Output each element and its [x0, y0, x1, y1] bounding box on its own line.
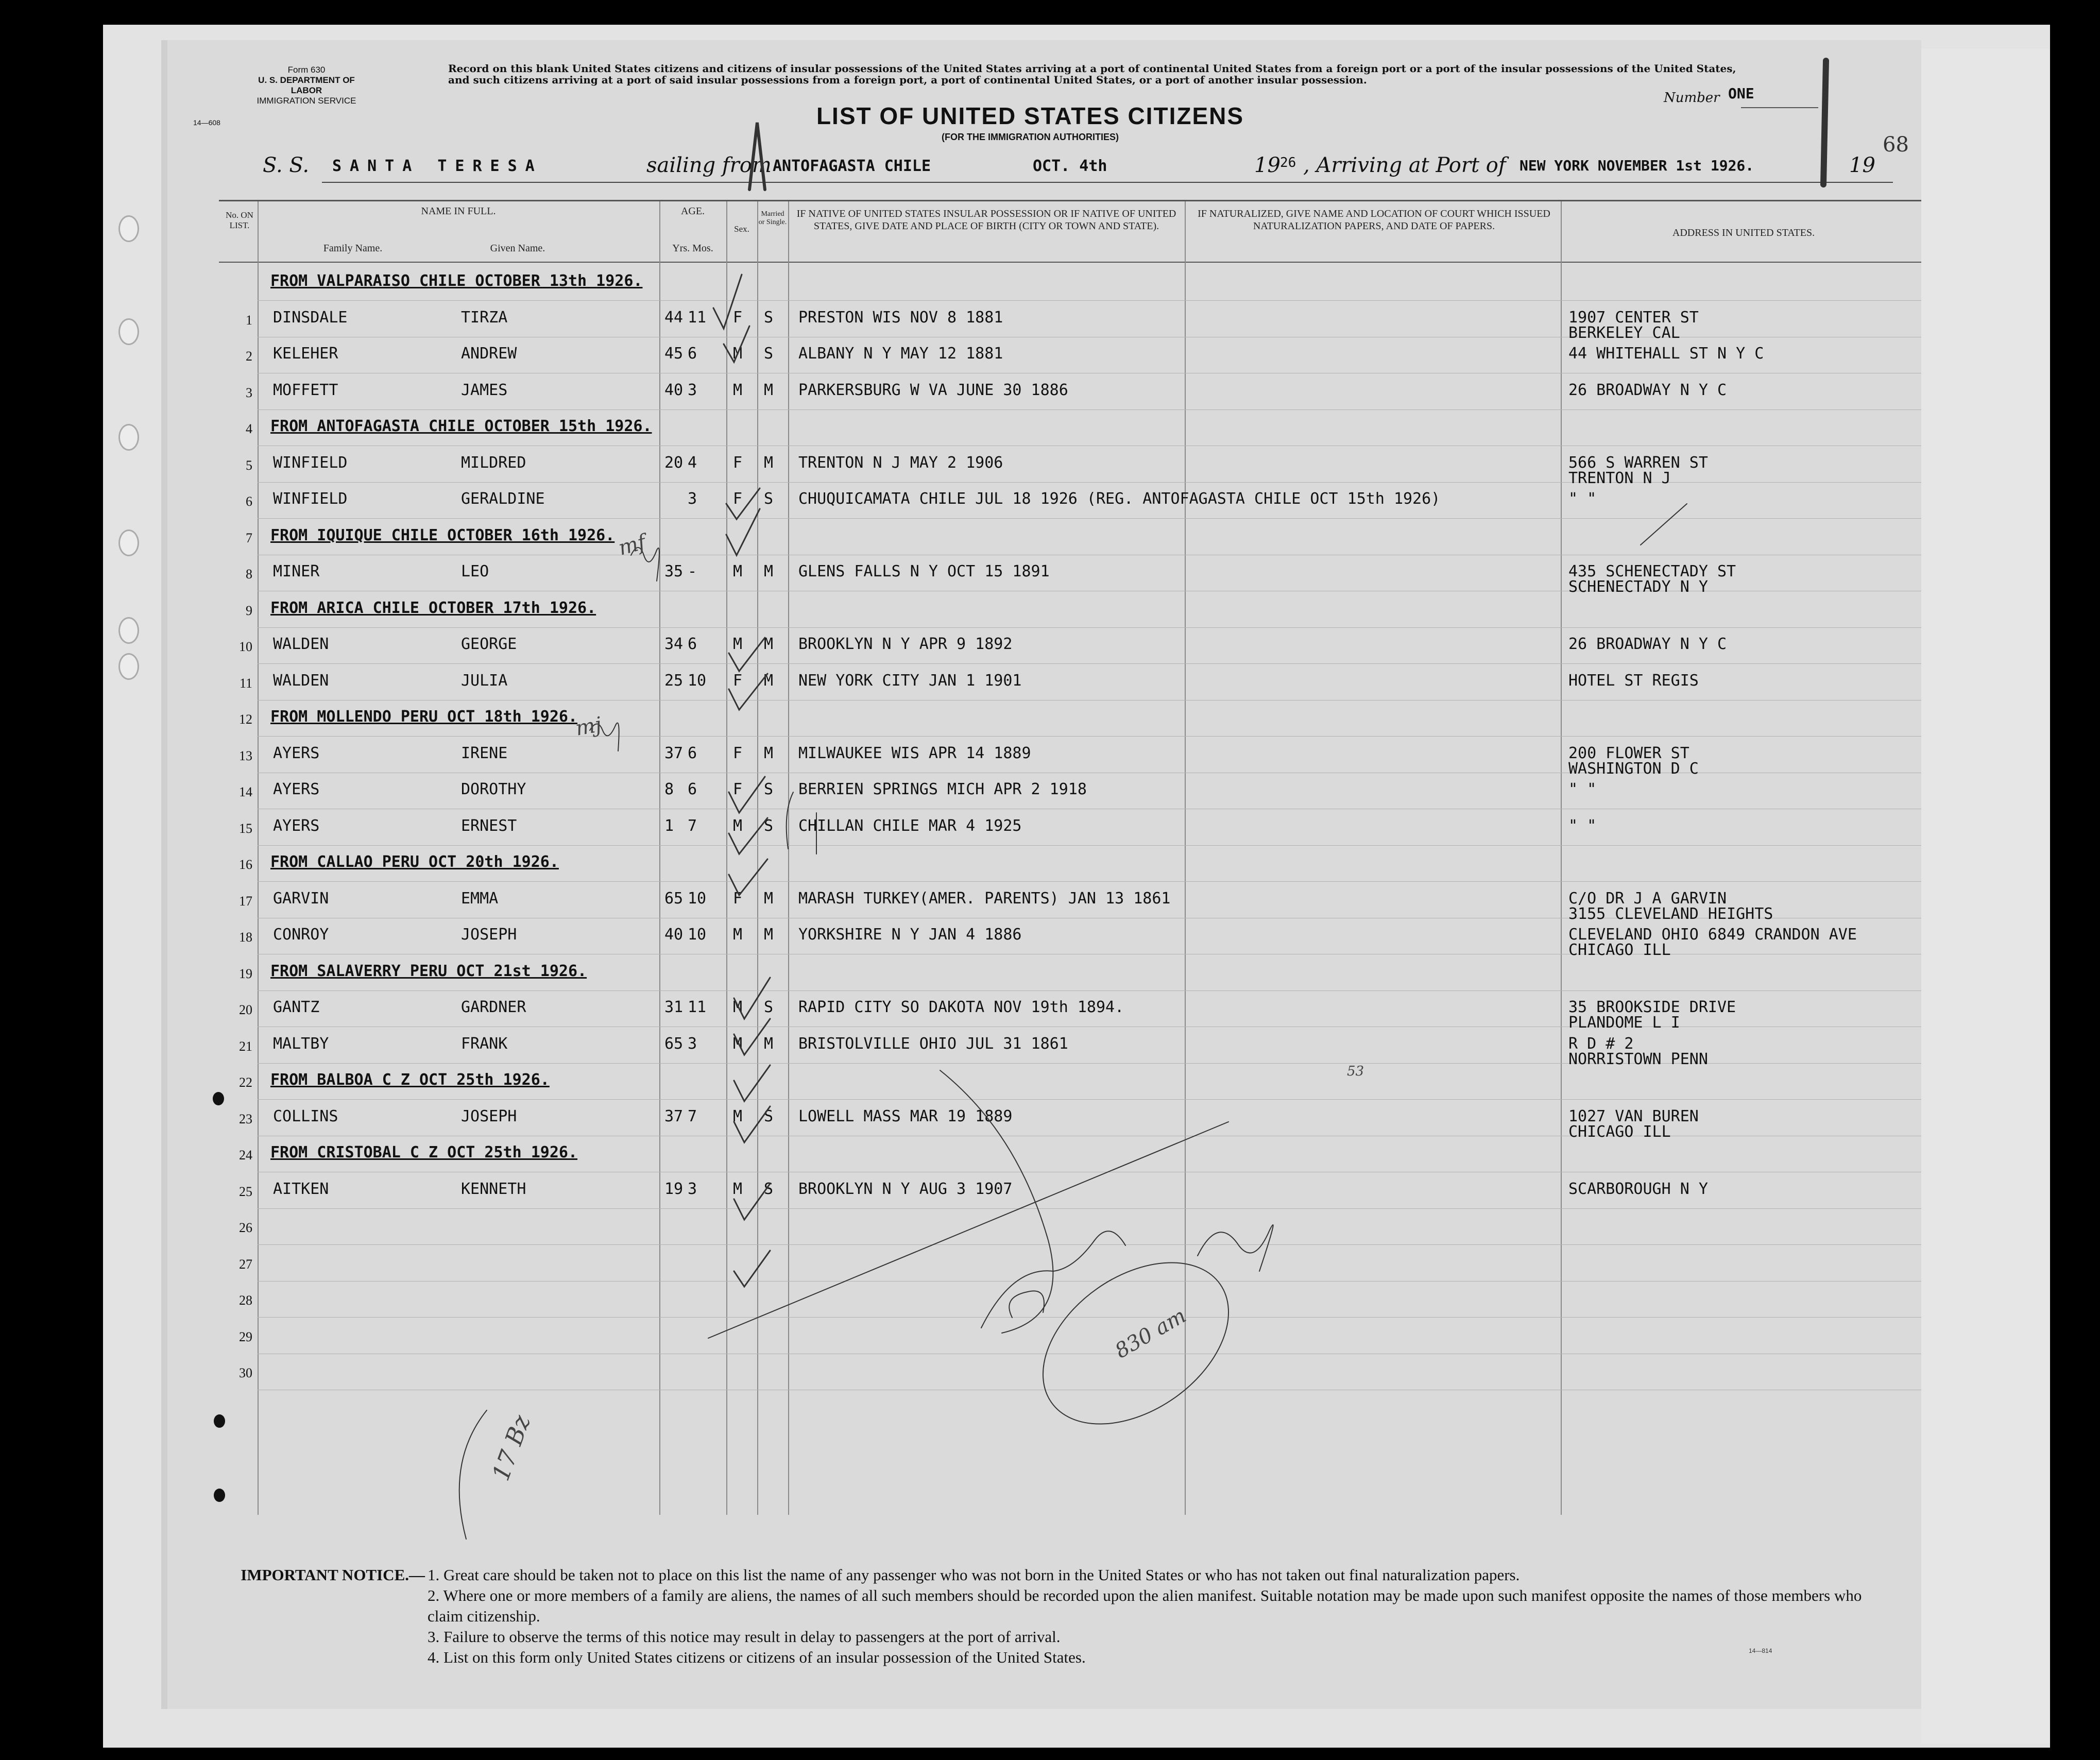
age-months: 10: [688, 671, 707, 690]
col-sex: Sex.: [734, 224, 749, 234]
age-years: 37: [664, 744, 684, 762]
birth-place-date: MILWAUKEE WIS APR 14 1889: [798, 744, 1031, 762]
address-line-1: CLEVELAND OHIO 6849 CRANDON AVE: [1568, 926, 1857, 944]
marital-status: S: [764, 490, 774, 508]
given-name: ERNEST: [461, 816, 517, 835]
given-name: FRANK: [461, 1034, 508, 1053]
sex: F: [733, 744, 743, 762]
family-name: DINSDALE: [273, 308, 348, 327]
birth-place-date: NEW YORK CITY JAN 1 1901: [798, 671, 1022, 690]
number-value: ONE: [1728, 85, 1754, 102]
family-name: WALDEN: [273, 635, 329, 653]
col-yrs-mos: Yrs. Mos.: [672, 243, 713, 254]
section-heading: FROM MOLLENDO PERU OCT 18th 1926.: [270, 708, 578, 726]
check-mark-icon: [726, 509, 760, 555]
notice-items: [428, 1565, 1870, 1668]
check-mark-icon: [734, 1184, 770, 1220]
manifest-sheet: [167, 40, 1921, 1709]
address-line-1: 435 SCHENECTADY ST: [1568, 562, 1736, 580]
birth-place-date: PARKERSBURG W VA JUNE 30 1886: [798, 381, 1068, 399]
family-name: GARVIN: [273, 889, 329, 908]
given-name: JOSEPH: [461, 1107, 517, 1125]
section-heading: FROM SALAVERRY PERU OCT 21st 1926.: [270, 962, 587, 980]
address-line-1: 1907 CENTER ST: [1568, 308, 1699, 327]
row-number: 17: [239, 893, 252, 909]
row-number: 27: [239, 1256, 252, 1272]
year-2: 19: [1849, 153, 1875, 177]
given-name: JULIA: [461, 671, 508, 690]
given-name: JOSEPH: [461, 926, 517, 944]
arriving-label: , Arriving at Port of: [1303, 153, 1506, 177]
marital-status: M: [764, 635, 774, 653]
col-married: Married or Single.: [758, 210, 787, 226]
given-name: EMMA: [461, 889, 499, 908]
row-number: 11: [239, 675, 252, 691]
col-naturalized: IF NATURALIZED, GIVE NAME AND LOCATION OF COURT WHICH ISSUED NATURALIZATION PAPERS, AND DATE OF PAPERS.: [1198, 208, 1550, 232]
binder-hole: [118, 215, 139, 242]
address-line-2: WASHINGTON D C: [1568, 759, 1699, 778]
address-line-2: CHICAGO ILL: [1568, 1122, 1671, 1141]
margin-note: 53: [1347, 1064, 1364, 1079]
age-months: -: [688, 562, 697, 580]
col-name: NAME IN FULL.: [421, 206, 496, 217]
family-name: MOFFETT: [273, 381, 338, 399]
sex: F: [733, 780, 743, 798]
given-name: GERALDINE: [461, 490, 545, 508]
age-years: 31: [664, 998, 684, 1016]
address-line-1: " ": [1568, 816, 1597, 835]
sailing-label: sailing from: [646, 153, 772, 177]
address-line-1: 44 WHITEHALL ST N Y C: [1568, 345, 1764, 363]
initials-2: mj: [573, 712, 604, 741]
marital-status: S: [764, 816, 774, 835]
given-name: GEORGE: [461, 635, 517, 653]
birth-place-date: MARASH TURKEY(AMER. PARENTS) JAN 13 1861: [798, 889, 1171, 908]
check-mark-icon: [729, 671, 767, 710]
marital-status: M: [764, 1034, 774, 1053]
year-prefix: 19: [1254, 153, 1281, 177]
marital-status: S: [764, 780, 774, 798]
row-number: 14: [239, 784, 252, 799]
time-note: 830 am: [1111, 1304, 1190, 1363]
marital-status: S: [764, 998, 774, 1016]
row-number: 22: [239, 1075, 252, 1090]
address-line-1: R D # 2: [1568, 1034, 1634, 1053]
arrival-port: NEW YORK NOVEMBER 1st 1926.: [1519, 157, 1754, 174]
footer-code: 14—814: [1749, 1647, 1772, 1654]
marital-status: M: [764, 926, 774, 944]
family-name: WINFIELD: [273, 453, 348, 472]
age-months: 3: [688, 1034, 697, 1053]
given-name: KENNETH: [461, 1180, 526, 1198]
marital-status: S: [764, 1107, 774, 1125]
address-line-1: " ": [1568, 780, 1597, 798]
row-number: 2: [246, 349, 252, 364]
family-name: AITKEN: [273, 1180, 329, 1198]
family-name: MALTBY: [273, 1034, 329, 1053]
pencil-stroke: [1641, 504, 1687, 545]
age-months: 10: [688, 889, 707, 908]
sex: M: [733, 1180, 743, 1198]
notice-item: 1. Great care should be taken not to place on this list the name of any passenger who was not born in the United States or who has not taken out final naturalization papers.: [428, 1566, 1520, 1584]
marital-status: S: [764, 345, 774, 363]
check-mark-icon: [729, 777, 765, 813]
sex: M: [733, 635, 743, 653]
age-years: 40: [664, 381, 684, 399]
birth-place-date: PRESTON WIS NOV 8 1881: [798, 308, 1003, 327]
section-heading: FROM CALLAO PERU OCT 20th 1926.: [270, 853, 559, 871]
pencil-stroke: [459, 1410, 487, 1539]
section-heading: FROM ARICA CHILE OCTOBER 17th 1926.: [270, 599, 596, 617]
row-number: 13: [239, 748, 252, 763]
notice-item: 3. Failure to observe the terms of this notice may result in delay to passengers at the port of arrival.: [428, 1628, 1061, 1646]
given-name: TIRZA: [461, 308, 508, 327]
marital-status: M: [764, 381, 774, 399]
row-number: 24: [239, 1148, 252, 1163]
ss-label: S. S.: [263, 153, 310, 177]
birth-place-date: BERRIEN SPRINGS MICH APR 2 1918: [798, 780, 1087, 798]
address-line-1: 1027 VAN BUREN: [1568, 1107, 1699, 1125]
given-name: JAMES: [461, 381, 508, 399]
page-edge-strip: [1921, 49, 2050, 1744]
marital-status: S: [764, 308, 774, 327]
row-number: 12: [239, 712, 252, 727]
row-number: 9: [246, 603, 252, 618]
binder-hole: [118, 424, 139, 451]
handwritten-marks: [167, 40, 1921, 1709]
family-name: COLLINS: [273, 1107, 338, 1125]
number-label: Number: [1664, 90, 1720, 106]
marital-status: M: [764, 671, 774, 690]
section-heading: FROM CRISTOBAL C Z OCT 25th 1926.: [270, 1143, 578, 1161]
ship-name: SANTA TERESA: [332, 157, 543, 175]
check-mark-icon: [734, 1019, 770, 1055]
check-mark-icon: [724, 326, 749, 362]
row-number: 7: [246, 530, 252, 545]
col-address: ADDRESS IN UNITED STATES.: [1672, 227, 1815, 238]
form-code: 14—608: [193, 118, 220, 127]
row-number: 18: [239, 930, 252, 945]
marital-status: M: [764, 562, 774, 580]
sex: M: [733, 926, 743, 944]
address-line-2: TRENTON N J: [1568, 469, 1671, 487]
pencil-stroke: [787, 792, 793, 849]
age-years: 44: [664, 308, 684, 327]
age-months: 6: [688, 345, 697, 363]
age-months: 7: [688, 1107, 697, 1125]
address-line-1: 200 FLOWER ST: [1568, 744, 1689, 762]
row-number: 23: [239, 1111, 252, 1126]
row-number: 5: [246, 457, 252, 473]
given-name: IRENE: [461, 744, 508, 762]
sex: F: [733, 889, 743, 908]
age-years: 35: [664, 562, 684, 580]
sex: M: [733, 816, 743, 835]
age-months: 6: [688, 744, 697, 762]
address-line-1: 566 S WARREN ST: [1568, 453, 1708, 472]
row-number: 26: [239, 1220, 252, 1235]
row-number: 6: [246, 494, 252, 509]
age-months: 6: [688, 780, 697, 798]
page-number: 68: [1883, 133, 1909, 157]
notice-heading: IMPORTANT NOTICE.—: [241, 1566, 425, 1584]
age-years: 37: [664, 1107, 684, 1125]
family-name: WALDEN: [273, 671, 329, 690]
tally-mark-icon: [1823, 61, 1826, 184]
family-name: AYERS: [273, 744, 320, 762]
address-line-1: 35 BROOKSIDE DRIVE: [1568, 998, 1736, 1016]
binder-hole: [118, 653, 139, 680]
row-number: 4: [246, 421, 252, 436]
family-name: AYERS: [273, 816, 320, 835]
col-age: AGE.: [680, 206, 705, 217]
given-name: MILDRED: [461, 453, 526, 472]
form-dept: U. S. DEPARTMENT OF LABOR: [258, 75, 355, 95]
age-months: 11: [688, 308, 707, 327]
family-name: MINER: [273, 562, 320, 580]
check-mark-icon: [713, 275, 742, 329]
row-number: 29: [239, 1329, 252, 1344]
marital-status: M: [764, 453, 774, 472]
tally-mark-icon: [749, 123, 765, 190]
page-subtitle: (FOR THE IMMIGRATION AUTHORITIES): [942, 132, 1119, 142]
col-family: Family Name.: [323, 243, 383, 254]
age-months: 10: [688, 926, 707, 944]
birth-place-date: YORKSHIRE N Y JAN 4 1886: [798, 926, 1022, 944]
age-years: 19: [664, 1180, 684, 1198]
age-months: 11: [688, 998, 707, 1016]
address-line-1: HOTEL ST REGIS: [1568, 671, 1699, 690]
age-years: 34: [664, 635, 684, 653]
row-number: 20: [239, 1002, 252, 1017]
address-line-1: SCARBOROUGH N Y: [1568, 1180, 1708, 1198]
family-name: WINFIELD: [273, 490, 348, 508]
row-number: 10: [239, 639, 252, 654]
initials-1: mf: [616, 530, 648, 560]
family-name: AYERS: [273, 780, 320, 798]
binder-hole: [118, 529, 139, 556]
row-number: 15: [239, 821, 252, 836]
family-name: KELEHER: [273, 345, 338, 363]
given-name: GARDNER: [461, 998, 526, 1016]
row-number: 21: [239, 1038, 252, 1054]
given-name: DOROTHY: [461, 780, 526, 798]
check-mark-icon: [734, 1065, 770, 1101]
age-years: 65: [664, 1034, 684, 1053]
age-years: 8: [664, 780, 674, 798]
notice-item: 2. Where one or more members of a family are aliens, the names of all such members should be recorded upon the alien manifest. Suitable notation may be made upon such manifest opposite the names of those members who claim citizenship.: [428, 1586, 1862, 1625]
col-given: Given Name.: [490, 243, 545, 254]
address-line-1: " ": [1568, 490, 1597, 508]
age-months: 7: [688, 816, 697, 835]
section-heading: FROM BALBOA C Z OCT 25th 1926.: [270, 1071, 550, 1089]
marital-status: S: [764, 1180, 774, 1198]
age-months: 3: [688, 1180, 697, 1198]
check-mark-icon: [729, 859, 767, 895]
birth-place-date: RAPID CITY SO DAKOTA NOV 19th 1894.: [798, 998, 1124, 1016]
row-number: 3: [246, 385, 252, 400]
age-years: 1: [664, 816, 674, 835]
age-years: 25: [664, 671, 684, 690]
check-mark-icon: [726, 488, 760, 519]
form-service: IMMIGRATION SERVICE: [257, 96, 356, 106]
birth-place-date: TRENTON N J MAY 2 1906: [798, 453, 1003, 472]
year-suffix: 26: [1280, 155, 1296, 170]
age-months: 3: [688, 381, 697, 399]
sex: F: [733, 671, 743, 690]
birth-place-date: CHUQUICAMATA CHILE JUL 18 1926 (REG. ANTOFAGASTA CHILE OCT 15th 1926): [798, 490, 1441, 508]
section-heading: FROM VALPARAISO CHILE OCTOBER 13th 1926.: [270, 272, 643, 290]
address-line-2: 3155 CLEVELAND HEIGHTS: [1568, 904, 1773, 923]
section-heading: FROM ANTOFAGASTA CHILE OCTOBER 15th 1926.: [270, 417, 652, 435]
signature-scrawl: [981, 1231, 1125, 1328]
row-number: 1: [246, 312, 252, 328]
sex: M: [733, 1034, 743, 1053]
age-years: 20: [664, 453, 684, 472]
birth-place-date: BRISTOLVILLE OHIO JUL 31 1861: [798, 1034, 1068, 1053]
birth-place-date: LOWELL MASS MAR 19 1889: [798, 1107, 1013, 1125]
sex: M: [733, 562, 743, 580]
signature-scrawl: [1198, 1225, 1273, 1271]
check-mark-icon: [734, 1251, 770, 1287]
row-number: 8: [246, 567, 252, 582]
col-no: No. ON LIST.: [226, 210, 253, 230]
birth-place-date: ALBANY N Y MAY 12 1881: [798, 345, 1003, 363]
col-native: IF NATIVE OF UNITED STATES INSULAR POSSESSION OR IF NATIVE OF UNITED STATES, GIVE DATE AND PLACE OF BIRTH (CITY OR TOWN AND STATE).: [796, 208, 1176, 232]
departure-port: ANTOFAGASTA CHILE: [773, 157, 931, 175]
age-months: 3: [688, 490, 697, 508]
form-instructions: Record on this blank United States citizens and citizens of insular possessions of the United States arriving at a port of continental United States from a foreign port or a port of the insular possessions of the United States, and such citizens arriving at a port of said insular possessions from a foreign port, a port of continental United States, or a port of another insular possession.: [448, 62, 1736, 86]
address-line-1: 26 BROADWAY N Y C: [1568, 381, 1727, 399]
address-line-2: SCHENECTADY N Y: [1568, 578, 1708, 596]
check-mark-icon: [734, 1106, 770, 1142]
check-mark-icon: [734, 978, 770, 1019]
given-name: LEO: [461, 562, 489, 580]
sex: M: [733, 998, 743, 1016]
birth-place-date: CHILLAN CHILE MAR 4 1925: [798, 816, 1022, 835]
sex: M: [733, 381, 743, 399]
sex: F: [733, 308, 743, 327]
age-years: 65: [664, 889, 684, 908]
binder-hole: [118, 617, 139, 644]
address-line-2: NORRISTOWN PENN: [1568, 1050, 1708, 1068]
form-number: Form 630: [287, 65, 326, 75]
notice-item: 4. List on this form only United States citizens or citizens of an insular possession of the United States.: [428, 1648, 1086, 1666]
age-years: 40: [664, 926, 684, 944]
address-line-2: BERKELEY CAL: [1568, 323, 1680, 342]
check-mark-icon: [729, 638, 765, 671]
given-name: ANDREW: [461, 345, 517, 363]
section-heading: FROM IQUIQUE CHILE OCTOBER 16th 1926.: [270, 526, 615, 544]
family-name: CONROY: [273, 926, 329, 944]
address-line-2: PLANDOME L I: [1568, 1014, 1680, 1032]
page-title: LIST OF UNITED STATES CITIZENS: [816, 102, 1244, 129]
binder-hole: [118, 318, 139, 345]
row-number: 28: [239, 1293, 252, 1308]
marital-status: M: [764, 889, 774, 908]
sex: F: [733, 453, 743, 472]
birth-place-date: BROOKLYN N Y APR 9 1892: [798, 635, 1013, 653]
row-number: 25: [239, 1184, 252, 1199]
marital-status: M: [764, 744, 774, 762]
row-number: 30: [239, 1365, 252, 1380]
row-number: 16: [239, 857, 252, 872]
age-months: 6: [688, 635, 697, 653]
address-line-1: 26 BROADWAY N Y C: [1568, 635, 1727, 653]
sex: F: [733, 490, 743, 508]
age-years: 45: [664, 345, 684, 363]
birth-place-date: BROOKLYN N Y AUG 3 1907: [798, 1180, 1013, 1198]
birth-place-date: GLENS FALLS N Y OCT 15 1891: [798, 562, 1050, 580]
row-number: 19: [239, 966, 252, 981]
check-mark-icon: [729, 818, 767, 854]
address-line-1: C/O DR J A GARVIN: [1568, 889, 1727, 908]
bottom-left-note: 17 Bz: [486, 1411, 536, 1484]
family-name: GANTZ: [273, 998, 320, 1016]
sex: M: [733, 1107, 743, 1125]
sex: M: [733, 345, 743, 363]
age-months: 4: [688, 453, 697, 472]
address-line-2: CHICAGO ILL: [1568, 941, 1671, 959]
pencil-stroke: [708, 1122, 1228, 1338]
departure-date: OCT. 4th: [1033, 157, 1107, 175]
